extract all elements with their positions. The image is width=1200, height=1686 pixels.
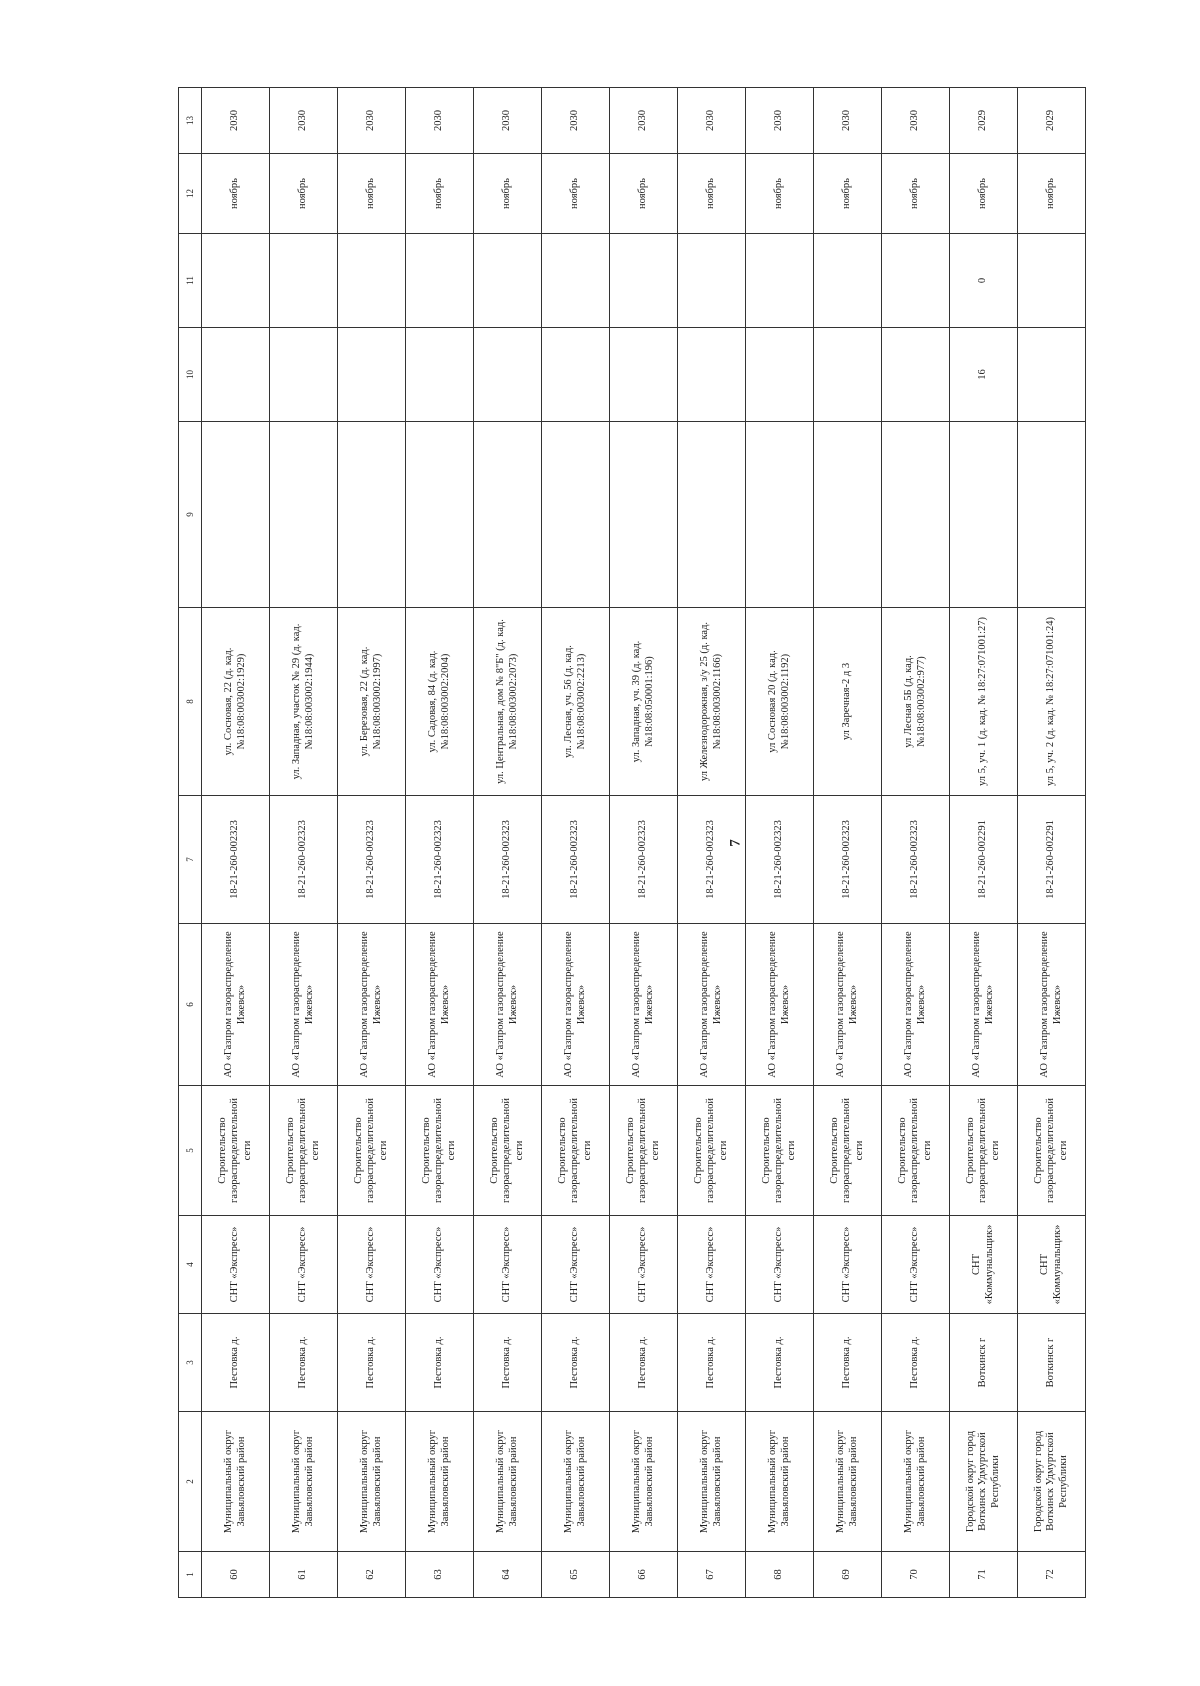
code-cell: 18-21-260-002323 <box>202 796 270 924</box>
district-cell: Муниципальный округ Завьяловский район <box>202 1412 270 1552</box>
address-cell: ул 5, уч. 1 (д. кад. № 18:27:071001:27) <box>950 608 1018 796</box>
object-cell: СНТ «Экспресс» <box>474 1216 542 1314</box>
column-number-row <box>179 88 202 1598</box>
column-9-cell <box>678 422 746 608</box>
row-number-cell: 65 <box>542 1552 610 1598</box>
column-number-7: 7 <box>179 796 202 924</box>
year-cell: 2030 <box>406 88 474 154</box>
column-11-cell <box>1018 234 1086 328</box>
operator-cell: АО «Газпром газораспределение Ижевск» <box>542 924 610 1086</box>
locality-cell: Пестовка д. <box>882 1314 950 1412</box>
locality-cell: Воткинск г <box>1018 1314 1086 1412</box>
column-9-cell <box>746 422 814 608</box>
table-row <box>746 88 814 1598</box>
work-type-cell: Строительство газораспределительной сети <box>814 1086 882 1216</box>
table-row <box>1018 88 1086 1598</box>
month-cell: ноябрь <box>1018 154 1086 234</box>
locality-cell: Пестовка д. <box>746 1314 814 1412</box>
row-number-cell: 62 <box>338 1552 406 1598</box>
code-cell: 18-21-260-002323 <box>610 796 678 924</box>
locality-cell: Пестовка д. <box>610 1314 678 1412</box>
district-cell: Муниципальный округ Завьяловский район <box>270 1412 338 1552</box>
column-11-cell <box>814 234 882 328</box>
object-cell: СНТ «Экспресс» <box>746 1216 814 1314</box>
column-number-9: 9 <box>179 422 202 608</box>
month-cell: ноябрь <box>338 154 406 234</box>
district-cell: Муниципальный округ Завьяловский район <box>338 1412 406 1552</box>
district-cell: Муниципальный округ Завьяловский район <box>746 1412 814 1552</box>
row-number-cell: 61 <box>270 1552 338 1598</box>
column-9-cell <box>1018 422 1086 608</box>
month-cell: ноябрь <box>610 154 678 234</box>
column-9-cell <box>610 422 678 608</box>
address-cell: ул Железнодорожная, з/у 25 (д. кад.№18:08:003002:1166) <box>678 608 746 796</box>
locality-cell: Пестовка д. <box>338 1314 406 1412</box>
year-cell: 2030 <box>338 88 406 154</box>
district-cell: Муниципальный округ Завьяловский район <box>814 1412 882 1552</box>
column-9-cell <box>338 422 406 608</box>
code-cell: 18-21-260-002323 <box>338 796 406 924</box>
district-cell: Муниципальный округ Завьяловский район <box>542 1412 610 1552</box>
gas-network-table <box>178 87 1086 1598</box>
column-number-5: 5 <box>179 1086 202 1216</box>
column-11-cell: 0 <box>950 234 1018 328</box>
locality-cell: Пестовка д. <box>202 1314 270 1412</box>
operator-cell: АО «Газпром газораспределение Ижевск» <box>474 924 542 1086</box>
code-cell: 18-21-260-002323 <box>270 796 338 924</box>
address-cell: ул. Садовая, 84 (д. кад.№18:08:003002:2004) <box>406 608 474 796</box>
month-cell: ноябрь <box>882 154 950 234</box>
column-9-cell <box>814 422 882 608</box>
column-11-cell <box>882 234 950 328</box>
operator-cell: АО «Газпром газораспределение Ижевск» <box>678 924 746 1086</box>
column-10-cell <box>406 328 474 422</box>
year-cell: 2029 <box>1018 88 1086 154</box>
month-cell: ноябрь <box>406 154 474 234</box>
district-cell: Городской округ город Воткинск Удмуртской Республики <box>1018 1412 1086 1552</box>
column-number-6: 6 <box>179 924 202 1086</box>
column-10-cell <box>202 328 270 422</box>
row-number-cell: 64 <box>474 1552 542 1598</box>
locality-cell: Пестовка д. <box>474 1314 542 1412</box>
year-cell: 2030 <box>678 88 746 154</box>
column-number-2: 2 <box>179 1412 202 1552</box>
operator-cell: АО «Газпром газораспределение Ижевск» <box>950 924 1018 1086</box>
row-number-cell: 72 <box>1018 1552 1086 1598</box>
operator-cell: АО «Газпром газораспределение Ижевск» <box>746 924 814 1086</box>
operator-cell: АО «Газпром газораспределение Ижевск» <box>338 924 406 1086</box>
row-number-cell: 71 <box>950 1552 1018 1598</box>
column-10-cell <box>338 328 406 422</box>
work-type-cell: Строительство газораспределительной сети <box>270 1086 338 1216</box>
code-cell: 18-21-260-002323 <box>746 796 814 924</box>
work-type-cell: Строительство газораспределительной сети <box>746 1086 814 1216</box>
table-row <box>270 88 338 1598</box>
district-cell: Муниципальный округ Завьяловский район <box>678 1412 746 1552</box>
locality-cell: Пестовка д. <box>678 1314 746 1412</box>
row-number-cell: 70 <box>882 1552 950 1598</box>
year-cell: 2030 <box>542 88 610 154</box>
year-cell: 2030 <box>202 88 270 154</box>
column-11-cell <box>338 234 406 328</box>
work-type-cell: Строительство газораспределительной сети <box>474 1086 542 1216</box>
column-9-cell <box>950 422 1018 608</box>
column-11-cell <box>542 234 610 328</box>
district-cell: Муниципальный округ Завьяловский район <box>882 1412 950 1552</box>
object-cell: СНТ «Экспресс» <box>338 1216 406 1314</box>
operator-cell: АО «Газпром газораспределение Ижевск» <box>202 924 270 1086</box>
locality-cell: Пестовка д. <box>406 1314 474 1412</box>
object-cell: СНТ «Экспресс» <box>882 1216 950 1314</box>
code-cell: 18-21-260-002323 <box>474 796 542 924</box>
column-9-cell <box>202 422 270 608</box>
table-body <box>202 88 1086 1598</box>
column-number-11: 11 <box>179 234 202 328</box>
year-cell: 2030 <box>746 88 814 154</box>
address-cell: ул. Западная, уч. 39 (д. кад.№18:08:050001:196) <box>610 608 678 796</box>
column-11-cell <box>202 234 270 328</box>
table-row <box>882 88 950 1598</box>
column-9-cell <box>882 422 950 608</box>
table-row <box>542 88 610 1598</box>
column-10-cell <box>1018 328 1086 422</box>
district-cell: Городской округ город Воткинск Удмуртской Республики <box>950 1412 1018 1552</box>
year-cell: 2030 <box>474 88 542 154</box>
table-row <box>474 88 542 1598</box>
column-11-cell <box>474 234 542 328</box>
year-cell: 2029 <box>950 88 1018 154</box>
table-row <box>814 88 882 1598</box>
row-number-cell: 66 <box>610 1552 678 1598</box>
table-row <box>610 88 678 1598</box>
address-cell: ул Лесная 5Б (д. кад.№18:08:003002:977) <box>882 608 950 796</box>
address-cell: ул 5, уч. 2 (д. кад. № 18:27:071001:24) <box>1018 608 1086 796</box>
work-type-cell: Строительство газораспределительной сети <box>406 1086 474 1216</box>
table-container <box>178 88 1078 1598</box>
column-10-cell <box>882 328 950 422</box>
address-cell: ул. Западная, участок № 29 (д. кад.№18:08:003002:1944) <box>270 608 338 796</box>
column-number-12: 12 <box>179 154 202 234</box>
table-row <box>338 88 406 1598</box>
operator-cell: АО «Газпром газораспределение Ижевск» <box>406 924 474 1086</box>
table-row <box>202 88 270 1598</box>
column-10-cell <box>542 328 610 422</box>
object-cell: СНТ «Экспресс» <box>678 1216 746 1314</box>
object-cell: СНТ «Экспресс» <box>406 1216 474 1314</box>
row-number-cell: 68 <box>746 1552 814 1598</box>
month-cell: ноябрь <box>678 154 746 234</box>
row-number-cell: 67 <box>678 1552 746 1598</box>
month-cell: ноябрь <box>270 154 338 234</box>
row-number-cell: 63 <box>406 1552 474 1598</box>
work-type-cell: Строительство газораспределительной сети <box>610 1086 678 1216</box>
column-number-10: 10 <box>179 328 202 422</box>
locality-cell: Воткинск г <box>950 1314 1018 1412</box>
object-cell: СНТ «Коммунальщик» <box>950 1216 1018 1314</box>
address-cell: ул. Центральная, дом № 8"Б" (д. кад.№18:08:003002:2073) <box>474 608 542 796</box>
address-cell: ул. Лесная, уч. 56 (д. кад.№18:08:003002:2213) <box>542 608 610 796</box>
column-number-3: 3 <box>179 1314 202 1412</box>
work-type-cell: Строительство газораспределительной сети <box>338 1086 406 1216</box>
column-10-cell <box>610 328 678 422</box>
address-cell: ул. Березовая, 22 (д. кад.№18:08:003002:1997) <box>338 608 406 796</box>
column-10-cell <box>678 328 746 422</box>
column-11-cell <box>270 234 338 328</box>
district-cell: Муниципальный округ Завьяловский район <box>474 1412 542 1552</box>
year-cell: 2030 <box>814 88 882 154</box>
operator-cell: АО «Газпром газораспределение Ижевск» <box>610 924 678 1086</box>
operator-cell: АО «Газпром газораспределение Ижевск» <box>814 924 882 1086</box>
month-cell: ноябрь <box>542 154 610 234</box>
object-cell: СНТ «Экспресс» <box>610 1216 678 1314</box>
work-type-cell: Строительство газораспределительной сети <box>1018 1086 1086 1216</box>
code-cell: 18-21-260-002323 <box>678 796 746 924</box>
month-cell: ноябрь <box>814 154 882 234</box>
work-type-cell: Строительство газораспределительной сети <box>202 1086 270 1216</box>
column-number-1: 1 <box>179 1552 202 1598</box>
column-10-cell: 16 <box>950 328 1018 422</box>
work-type-cell: Строительство газораспределительной сети <box>542 1086 610 1216</box>
object-cell: СНТ «Экспресс» <box>542 1216 610 1314</box>
object-cell: СНТ «Экспресс» <box>270 1216 338 1314</box>
locality-cell: Пестовка д. <box>814 1314 882 1412</box>
month-cell: ноябрь <box>202 154 270 234</box>
column-10-cell <box>814 328 882 422</box>
month-cell: ноябрь <box>746 154 814 234</box>
column-11-cell <box>678 234 746 328</box>
work-type-cell: Строительство газораспределительной сети <box>678 1086 746 1216</box>
column-9-cell <box>542 422 610 608</box>
column-number-4: 4 <box>179 1216 202 1314</box>
code-cell: 18-21-260-002291 <box>950 796 1018 924</box>
district-cell: Муниципальный округ Завьяловский район <box>610 1412 678 1552</box>
column-10-cell <box>474 328 542 422</box>
page-number: 7 <box>727 839 744 847</box>
locality-cell: Пестовка д. <box>270 1314 338 1412</box>
row-number-cell: 60 <box>202 1552 270 1598</box>
column-number-8: 8 <box>179 608 202 796</box>
year-cell: 2030 <box>270 88 338 154</box>
year-cell: 2030 <box>610 88 678 154</box>
column-number-13: 13 <box>179 88 202 154</box>
operator-cell: АО «Газпром газораспределение Ижевск» <box>882 924 950 1086</box>
locality-cell: Пестовка д. <box>542 1314 610 1412</box>
operator-cell: АО «Газпром газораспределение Ижевск» <box>1018 924 1086 1086</box>
code-cell: 18-21-260-002291 <box>1018 796 1086 924</box>
code-cell: 18-21-260-002323 <box>542 796 610 924</box>
month-cell: ноябрь <box>474 154 542 234</box>
column-11-cell <box>746 234 814 328</box>
column-10-cell <box>270 328 338 422</box>
work-type-cell: Строительство газораспределительной сети <box>950 1086 1018 1216</box>
column-10-cell <box>746 328 814 422</box>
column-9-cell <box>474 422 542 608</box>
row-number-cell: 69 <box>814 1552 882 1598</box>
table-row <box>950 88 1018 1598</box>
column-11-cell <box>406 234 474 328</box>
district-cell: Муниципальный округ Завьяловский район <box>406 1412 474 1552</box>
month-cell: ноябрь <box>950 154 1018 234</box>
column-9-cell <box>406 422 474 608</box>
year-cell: 2030 <box>882 88 950 154</box>
object-cell: СНТ «Экспресс» <box>814 1216 882 1314</box>
object-cell: СНТ «Коммунальщик» <box>1018 1216 1086 1314</box>
column-11-cell <box>610 234 678 328</box>
table-row <box>406 88 474 1598</box>
address-cell: ул Заречная-2 д 3 <box>814 608 882 796</box>
address-cell: ул Сосновая 20 (д. кад.№18:08:003002:1192) <box>746 608 814 796</box>
address-cell: ул. Сосновая, 22 (д. кад.№18:08:003002:1929) <box>202 608 270 796</box>
code-cell: 18-21-260-002323 <box>814 796 882 924</box>
work-type-cell: Строительство газораспределительной сети <box>882 1086 950 1216</box>
object-cell: СНТ «Экспресс» <box>202 1216 270 1314</box>
code-cell: 18-21-260-002323 <box>406 796 474 924</box>
operator-cell: АО «Газпром газораспределение Ижевск» <box>270 924 338 1086</box>
code-cell: 18-21-260-002323 <box>882 796 950 924</box>
column-9-cell <box>270 422 338 608</box>
table-row <box>678 88 746 1598</box>
